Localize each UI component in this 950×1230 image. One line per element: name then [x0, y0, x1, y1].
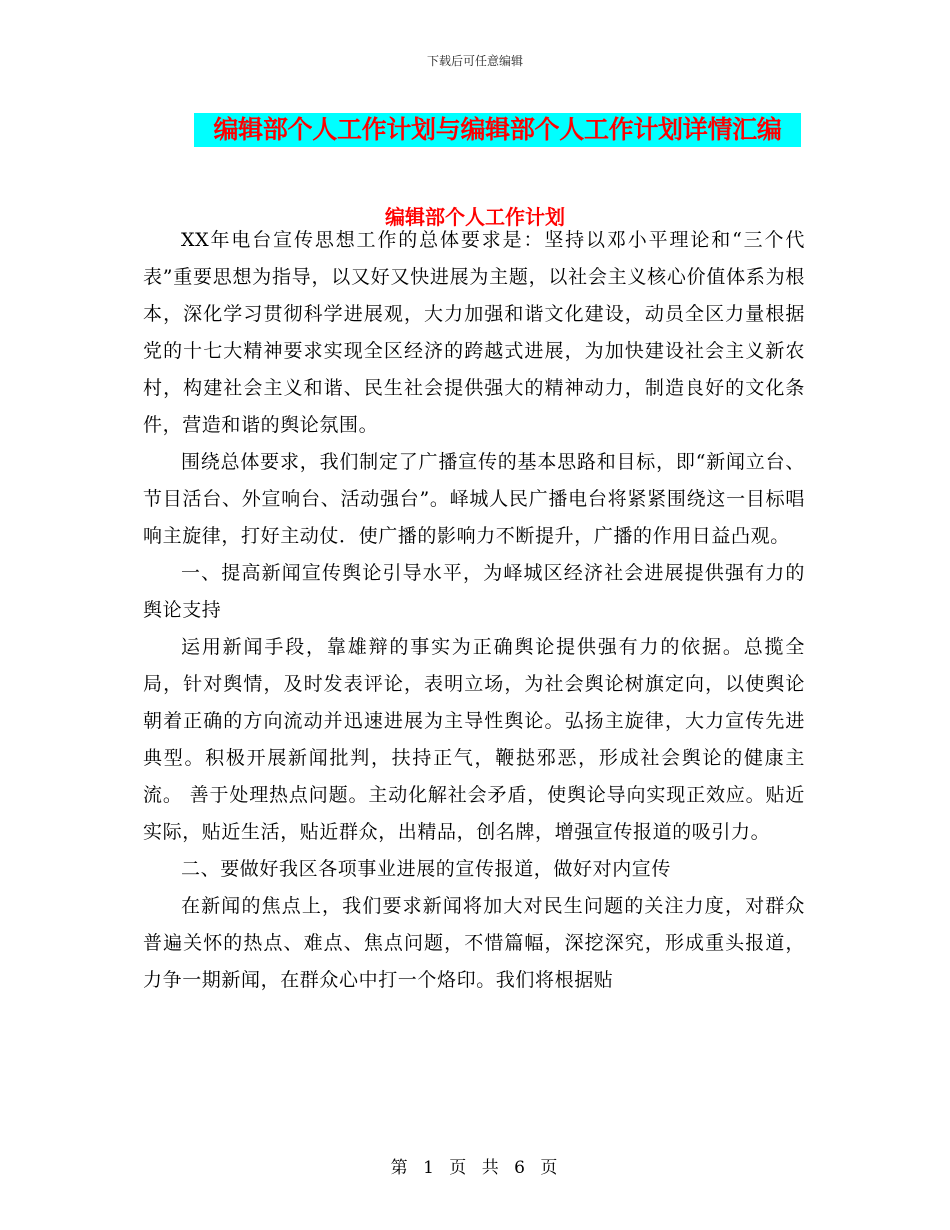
paragraph: 围绕总体要求，我们制定了广播宣传的基本思路和目标，即“新闻立台、节目活台、外宣响台、活动强台”。峄城人民广播电台将紧紧围绕这一目标唱响主旋律，打好主动仗．使广播的影响力不断提升，广播的作用日益凸观。 [143, 451, 805, 547]
paragraph: 二、要做好我区各项事业进展的宣传报道，做好对内宣传 [181, 858, 672, 880]
page-footer: 第 1 页 共 6 页 [390, 1158, 560, 1178]
paragraph: XX年电台宣传思想工作的总体要求是：坚持以邓小平理论和“三个代表”重要思想为指导，以又好又快进展为主题，以社会主义核心价值体系为根本，深化学习贯彻科学进展观，大力加强和谐文化建设，动员全区力量根据党的十七大精神要求实现全区经济的跨越式进展，为加快建设社会主义新农村，构建社会主义和谐、民生社会提供强大的精神动力，制造良好的文化条件，营造和谐的舆论氛围。 [143, 229, 805, 436]
document-title: 编辑部个人工作计划与编辑部个人工作计划详情汇编 [194, 113, 801, 147]
paragraph: 运用新闻手段，靠雄辩的事实为正确舆论提供强有力的依据。总揽全局，针对舆情，及时发表评论，表明立场，为社会舆论树旗定向，以使舆论朝着正确的方向流动并迅速进展为主导性舆论。弘扬主旋律，大力宣传先进典型。积极开展新闻批判，扶持正气，鞭挞邪恶，形成社会舆论的健康主流。 善于处理热点问题。主动化解社会矛盾，使舆论导向实现正效应。贴近实际，贴近生活，贴近群众，出精品，创名牌，增强宣传报道的吸引力。 [143, 636, 805, 843]
document-body [143, 222, 805, 999]
header-note: 下载后可任意编辑 [426, 54, 523, 68]
section-title: 编辑部个人工作计划 [385, 205, 565, 229]
paragraph: 一、提高新闻宣传舆论引导水平，为峄城区经济社会进展提供强有力的舆论支持 [143, 562, 805, 621]
paragraph: 在新闻的焦点上，我们要求新闻将加大对民生问题的关注力度，对群众普遍关怀的热点、难点、焦点问题，不惜篇幅，深挖深究，形成重头报道，力争一期新闻，在群众心中打一个烙印。我们将根据贴 [143, 895, 805, 991]
